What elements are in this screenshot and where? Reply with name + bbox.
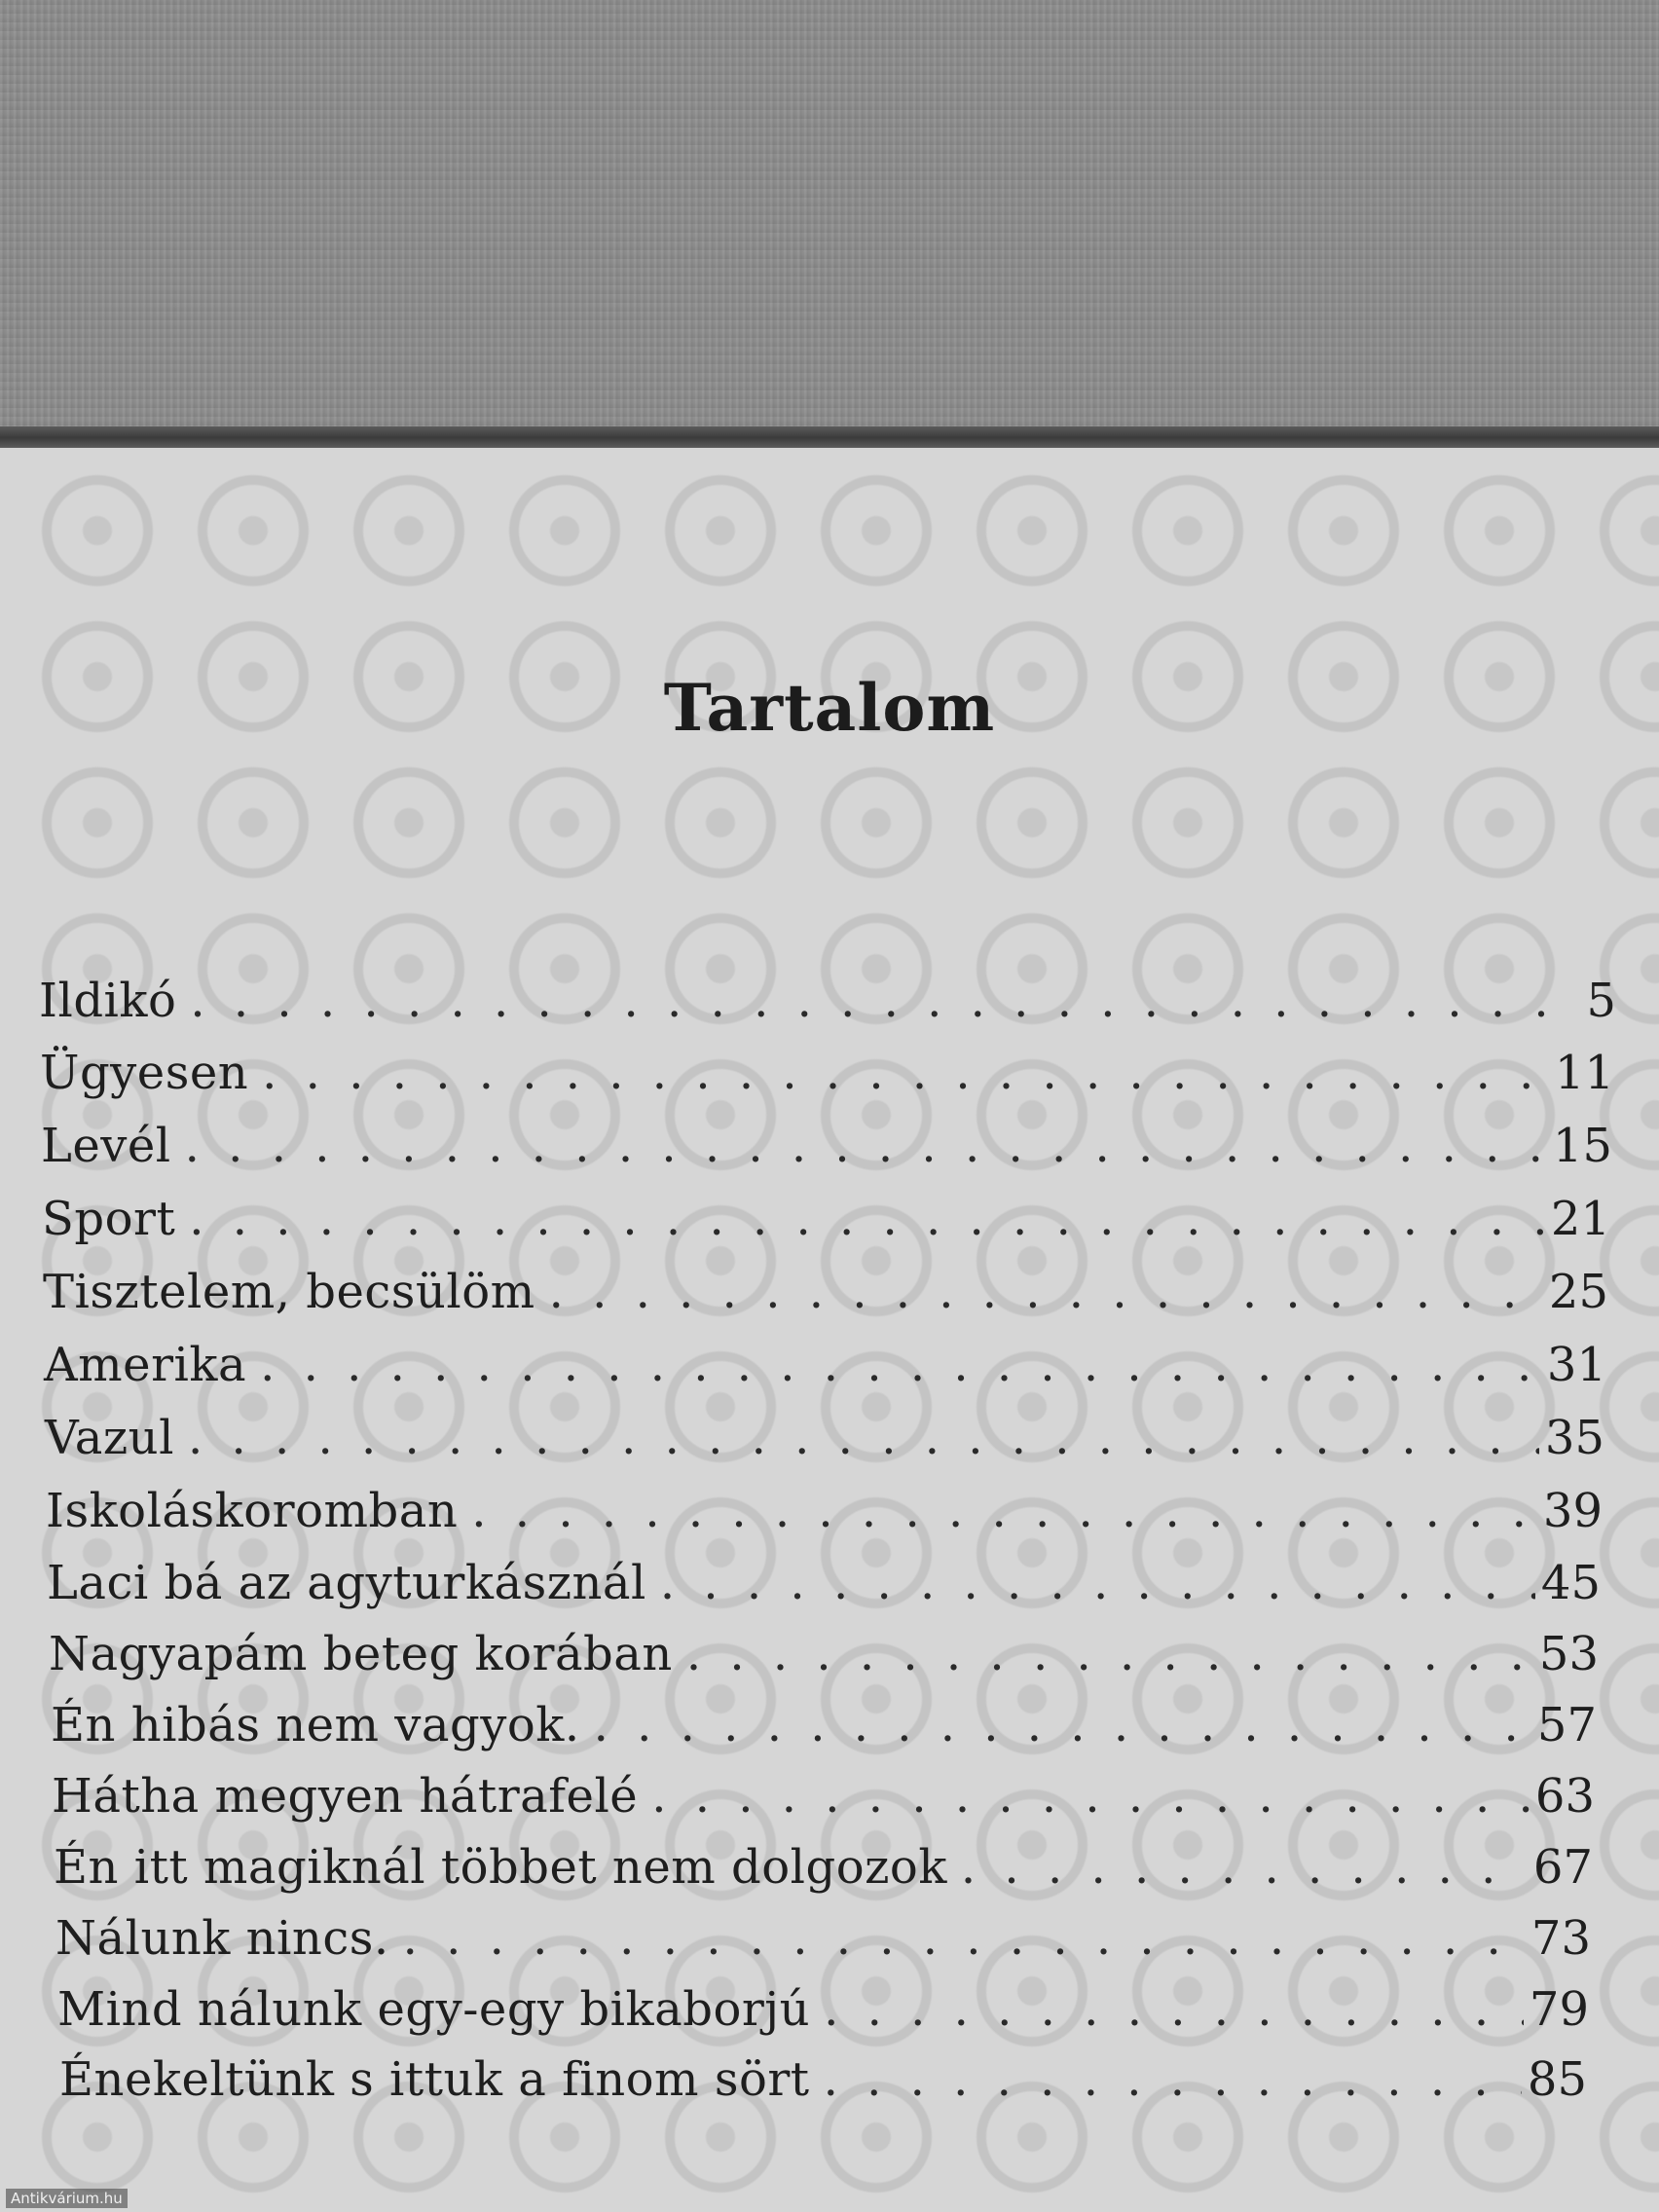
dot-leader [403, 1911, 1526, 1966]
toc-entry-page: 5 [1586, 974, 1616, 1028]
toc-entry-page: 85 [1527, 2052, 1587, 2107]
toc-entry [52, 1769, 1595, 1827]
toc-entry-page: 25 [1548, 1265, 1608, 1319]
toc-entry [44, 1338, 1606, 1396]
toc-entry [41, 1119, 1612, 1177]
toc-entry-title: Ildikó [39, 974, 177, 1028]
dot-leader [262, 1046, 1549, 1100]
toc-entry-title: Én hibás nem vagyok. [51, 1698, 580, 1752]
dot-leader [188, 1411, 1539, 1465]
dot-leader [594, 1698, 1531, 1752]
toc-entry-page: 35 [1544, 1411, 1604, 1465]
toc-entry-title: Ügyesen [40, 1046, 249, 1100]
toc-entry [57, 1982, 1589, 2041]
dot-leader [185, 1119, 1547, 1173]
toc-entry-page: 79 [1529, 1982, 1589, 2037]
toc-entry-title: Iskoláskoromban [46, 1484, 459, 1538]
toc-entry [39, 974, 1616, 1032]
toc-entry-page: 21 [1550, 1192, 1610, 1246]
toc-entry-title: Mind nálunk egy-egy bikaborjú [57, 1982, 811, 2037]
toc-entry-page: 39 [1542, 1484, 1603, 1538]
toc-entry [45, 1411, 1604, 1469]
toc-entry-page: 53 [1538, 1627, 1599, 1681]
dot-leader [961, 1840, 1528, 1895]
dot-leader [189, 1192, 1545, 1246]
watermark: Antikvárium.hu [6, 2189, 128, 2208]
toc-entry-title: Én itt magiknál többet nem dolgozok [54, 1840, 947, 1895]
toc-entry [40, 1046, 1614, 1104]
book-page [0, 448, 1659, 2212]
dot-leader [260, 1338, 1541, 1392]
toc-entry-title: Hátha megyen hátrafelé [52, 1769, 639, 1824]
toc-entry-title: Amerika [44, 1338, 247, 1392]
toc-entry-page: 11 [1554, 1046, 1614, 1100]
toc-entry-title: Nagyapám beteg korában [49, 1627, 673, 1681]
toc-entry [46, 1484, 1603, 1542]
dot-leader [471, 1484, 1537, 1538]
toc-entry-page: 67 [1532, 1840, 1593, 1895]
toc-entry-title: Tisztelem, becsülöm [43, 1265, 535, 1319]
dot-leader [824, 2052, 1522, 2107]
toc-entry-page: 73 [1530, 1911, 1591, 1966]
toc-entry-title: Vazul [45, 1411, 174, 1465]
dot-leader [660, 1556, 1535, 1610]
dot-leader [824, 1982, 1524, 2037]
toc-entry [55, 1911, 1591, 1970]
toc-entry [42, 1192, 1610, 1250]
table-surface [0, 0, 1659, 443]
toc-entry-page: 63 [1534, 1769, 1595, 1824]
dot-leader [549, 1265, 1543, 1319]
toc-entry-page: 15 [1552, 1119, 1612, 1173]
toc-entry-page: 31 [1546, 1338, 1606, 1392]
dot-leader [686, 1627, 1533, 1681]
toc-entry-page: 57 [1536, 1698, 1597, 1752]
dot-leader [651, 1769, 1530, 1824]
toc-entry [43, 1265, 1608, 1323]
toc-entry [51, 1698, 1597, 1756]
page-title: Tartalom [663, 670, 996, 746]
toc-entry [47, 1556, 1601, 1614]
toc-entry [59, 2052, 1587, 2111]
toc-entry-title: Laci bá az agyturkásznál [47, 1556, 646, 1610]
table-of-contents [0, 448, 1659, 2212]
toc-entry-title: Nálunk nincs. [55, 1911, 389, 1966]
toc-entry [49, 1627, 1599, 1685]
dot-leader [190, 974, 1580, 1028]
toc-entry-page: 45 [1540, 1556, 1601, 1610]
toc-entry [54, 1840, 1593, 1899]
toc-entry-title: Levél [41, 1119, 171, 1173]
toc-entry-title: Énekeltünk s ittuk a finom sört [59, 2052, 810, 2107]
toc-entry-title: Sport [42, 1192, 176, 1246]
